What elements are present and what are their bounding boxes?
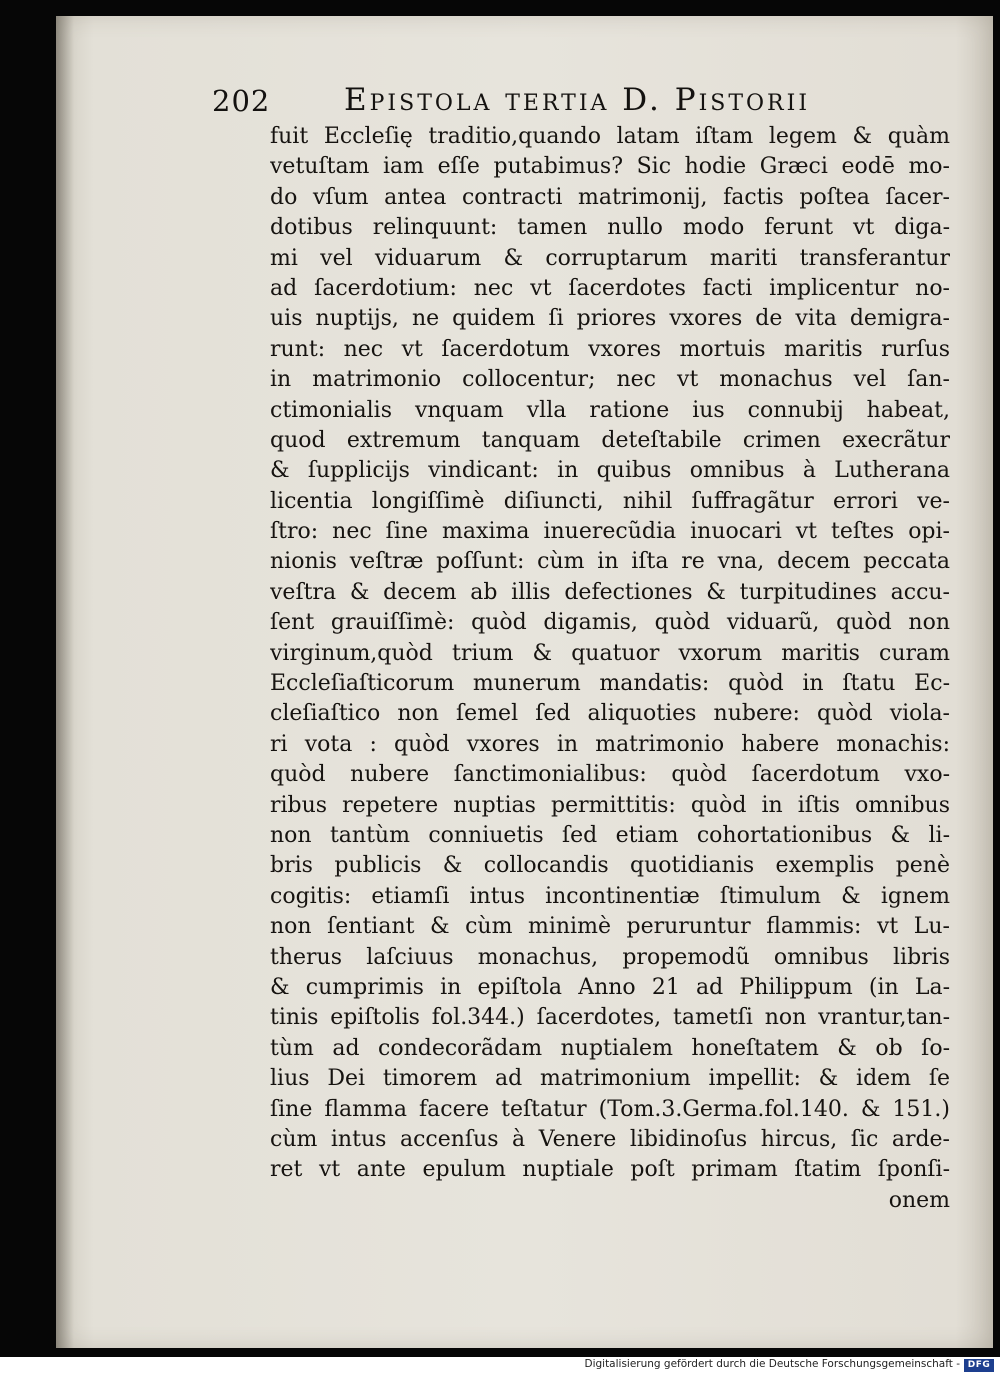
text-line: tùm ad condecorãdam nuptialem honeſtatem & ob ſo- bbox=[270, 1035, 950, 1061]
text-line: do vſum antea contracti matrimonij, factis poſtea ſacer- bbox=[270, 184, 950, 210]
text-line: & cumprimis in epiſtola Anno 21 ad Philippum (in La- bbox=[270, 974, 950, 1000]
text-line: ſent grauiſſimè: quòd digamis, quòd viduarũ, quòd non bbox=[270, 610, 950, 636]
text-line: lius Dei timorem ad matrimonium impellit: & idem ſe bbox=[270, 1066, 950, 1092]
text-line: ſtro: nec ſine maxima inuerecũdia inuocari vt teſtes opi- bbox=[270, 519, 950, 545]
text-line: dotibus relinquunt: tamen nullo modo ferunt vt diga- bbox=[270, 215, 950, 241]
text-line: ſine flamma facere teſtatur (Tom.3.Germa.fol.140. & 151.) bbox=[270, 1096, 950, 1122]
text-line: nionis veſtræ poſſunt: cùm in iſta re vna, decem peccata bbox=[270, 549, 950, 575]
text-line: ad ſacerdotium: nec vt ſacerdotes facti implicentur no- bbox=[270, 275, 950, 301]
text-line: vetuſtam iam eſſe putabimus? Sic hodie Græci eodē mo- bbox=[270, 154, 950, 180]
text-line: onem bbox=[888, 1187, 950, 1213]
text-line: veſtra & decem ab illis defectiones & turpitudines accu- bbox=[270, 579, 950, 605]
running-title: Epistola tertia D. Pistorii bbox=[344, 82, 811, 118]
text-line: ri vota : quòd vxores in matrimonio habere monachis: bbox=[270, 731, 950, 757]
page-number: 202 bbox=[212, 84, 271, 118]
text-line: cùm intus accenſus à Venere libidinoſus hircus, ſic arde- bbox=[270, 1126, 950, 1152]
text-line: & ſupplicijs vindicant: in quibus omnibus à Lutherana bbox=[270, 458, 950, 484]
text-line: quod extremum tanquam deteſtabile crimen execrãtur bbox=[270, 427, 950, 453]
text-line: runt: nec vt ſacerdotum vxores mortuis maritis rurſus bbox=[270, 336, 950, 362]
text-line: ribus repetere nuptias permittitis: quòd in iſtis omnibus bbox=[270, 792, 950, 818]
text-line: bris publicis & collocandis quotidianis exemplis penè bbox=[270, 853, 950, 879]
text-line: cleſiaſtico non ſemel ſed aliquoties nubere: quòd viola- bbox=[270, 701, 950, 727]
text-line: tinis epiſtolis fol.344.) ſacerdotes, tametſi non vrantur,tan- bbox=[270, 1005, 950, 1031]
page-gutter-shadow bbox=[56, 16, 74, 1348]
text-line: quòd nubere ſanctimonialibus: quòd ſacerdotum vxo- bbox=[270, 762, 950, 788]
text-line: virginum,quòd trium & quatuor vxorum maritis curam bbox=[270, 640, 950, 666]
dfg-logo: DFG bbox=[964, 1359, 994, 1372]
body-text bbox=[270, 122, 950, 1216]
text-line: cogitis: etiamſi intus incontinentiæ ſtimulum & ignem bbox=[270, 883, 950, 909]
text-line: fuit Eccleſię traditio,quando latam iſtam legem & quàm bbox=[270, 124, 950, 149]
page-header bbox=[212, 80, 912, 126]
text-line: therus laſciuus monachus, propemodũ omnibus libris bbox=[270, 944, 950, 970]
text-line: mi vel viduarum & corruptarum mariti transferantur bbox=[270, 245, 950, 271]
text-line: non tantùm conniuetis ſed etiam cohortationibus & li- bbox=[270, 822, 950, 848]
text-line: in matrimonio collocentur; nec vt monachus vel ſan- bbox=[270, 367, 950, 393]
text-line: licentia longiſſimè diſiuncti, nihil ſuffragãtur errori ve- bbox=[270, 488, 950, 514]
text-line: non ſentiant & cùm minimè peruruntur flammis: vt Lu- bbox=[270, 914, 950, 940]
text-line: ret vt ante epulum nuptiale poſt primam ſtatim ſponſi- bbox=[270, 1157, 950, 1183]
text-line: ctimonialis vnquam vlla ratione ius connubij habeat, bbox=[270, 397, 950, 423]
text-line: Eccleſiaſticorum munerum mandatis: quòd in ſtatu Ec- bbox=[270, 671, 950, 697]
digitization-credit: Digitalisierung gefördert durch die Deutsche Forschungsgemeinschaft - bbox=[584, 1358, 960, 1370]
text-line: uis nuptijs, ne quidem ſi priores vxores de vita demigra- bbox=[270, 306, 950, 332]
